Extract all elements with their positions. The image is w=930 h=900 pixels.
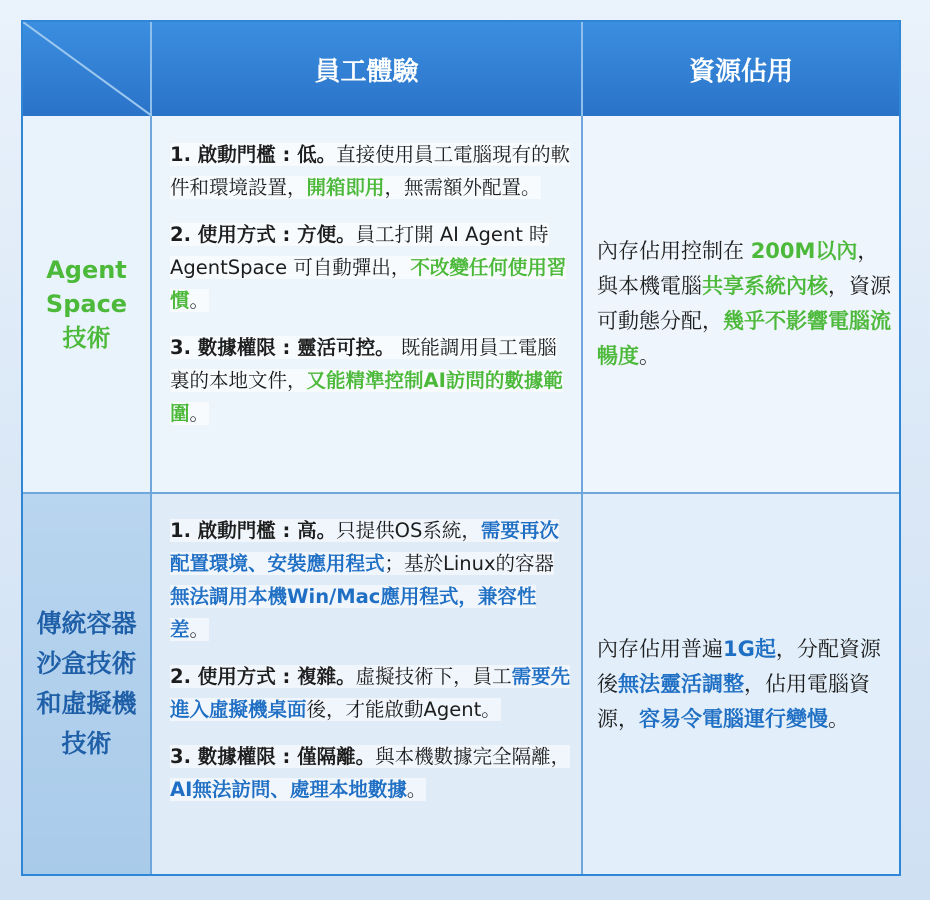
resource-highlight: 1G起 <box>723 636 776 661</box>
item-text: 與本機數據完全隔離， <box>375 745 571 768</box>
item-text: 。 <box>189 402 210 425</box>
resource-part: 。 <box>828 706 849 731</box>
resource-text <box>597 632 891 737</box>
row-label-agentspace <box>23 116 152 494</box>
traditional-resource <box>583 494 899 874</box>
item-text: ；基於Linux的容器 <box>384 552 555 575</box>
item-highlight: AI無法訪問、處理本地數據 <box>170 778 407 801</box>
diagonal-line <box>23 22 152 116</box>
resource-part: 內存佔用控制在 <box>597 239 751 263</box>
item-lead: 3. 數據權限 : 靈活可控。 <box>170 336 395 359</box>
item-highlight: 需要先進入虛擬機桌面 <box>170 665 571 721</box>
agentspace-experience <box>152 116 583 494</box>
item-text: 。 <box>189 618 210 641</box>
item-lead: 3. 數據權限 : 僅隔離。 <box>170 745 376 768</box>
item-text: 只提供OS系統， <box>336 519 481 542</box>
header-resource-usage: 資源佔用 <box>583 22 899 116</box>
item-lead: 2. 使用方式 : 複雜。 <box>170 665 356 688</box>
agentspace-resource <box>583 116 899 494</box>
row-label-traditional <box>23 494 152 874</box>
item-lead: 1. 啟動門檻 : 高。 <box>170 519 337 542</box>
resource-part: ，與本機電腦 <box>597 239 879 298</box>
item-text: 後，才能啟動Agent。 <box>306 698 501 721</box>
experience-item <box>170 138 571 204</box>
item-highlight: 需要再次配置環境、安裝應用程式 <box>170 519 559 575</box>
experience-item <box>170 660 571 726</box>
item-highlight: 又能精準控制AI訪問的數據範圍 <box>170 369 563 425</box>
resource-highlight: 共享系統內核 <box>702 274 828 298</box>
item-text: 既能調用員工電腦裏的本地文件， <box>170 336 557 392</box>
traditional-experience <box>152 494 583 874</box>
row-label-line: Agent <box>46 256 127 284</box>
resource-highlight: 無法靈活調整 <box>618 671 744 696</box>
corner-cell <box>23 22 152 116</box>
experience-item <box>170 514 571 646</box>
resource-text <box>597 234 891 374</box>
experience-item <box>170 218 571 317</box>
row-label-line: 沙盒技術 <box>36 649 137 678</box>
resource-highlight: 容易令電腦運行變慢 <box>639 706 828 731</box>
resource-highlight: 200M以內 <box>750 239 858 263</box>
item-text: 虛擬技術下，員工 <box>355 665 512 688</box>
comparison-table <box>21 20 901 876</box>
resource-highlight: 幾乎不影響電腦流暢度 <box>597 309 891 368</box>
item-text: 直接使用員工電腦現有的軟件和環境設置， <box>170 143 571 199</box>
resource-part: ，佔用電腦資源， <box>597 671 870 731</box>
item-text: 員工打開 AI Agent 時 AgentSpace 可自動彈出， <box>170 223 549 279</box>
row-label-line: 技術 <box>61 729 112 758</box>
row-label-line: 和虛擬機 <box>36 689 137 718</box>
resource-part: 。 <box>639 344 660 368</box>
item-highlight: 不改變任何使用習慣 <box>170 256 567 312</box>
resource-part: ，分配資源後 <box>597 636 881 696</box>
header-employee-experience: 員工體驗 <box>152 22 583 116</box>
item-lead: 1. 啟動門檻 : 低。 <box>170 143 337 166</box>
item-text: 。 <box>189 289 210 312</box>
row-label-line: 傳統容器 <box>36 609 137 638</box>
row-label-line: Space <box>45 290 128 318</box>
item-highlight: 無法調用本機Win/Mac應用程式，兼容性差 <box>170 585 537 641</box>
item-text: ，無需額外配置。 <box>384 176 541 199</box>
experience-item <box>170 740 571 806</box>
resource-part: 內存佔用普遍 <box>597 636 723 661</box>
resource-part: ，資源可動態分配， <box>597 274 891 333</box>
item-lead: 2. 使用方式 : 方便。 <box>170 223 356 246</box>
experience-item <box>170 331 571 430</box>
row-label-line: 技術 <box>62 324 111 352</box>
item-highlight: 開箱即用 <box>306 176 385 199</box>
item-text: 。 <box>406 778 427 801</box>
